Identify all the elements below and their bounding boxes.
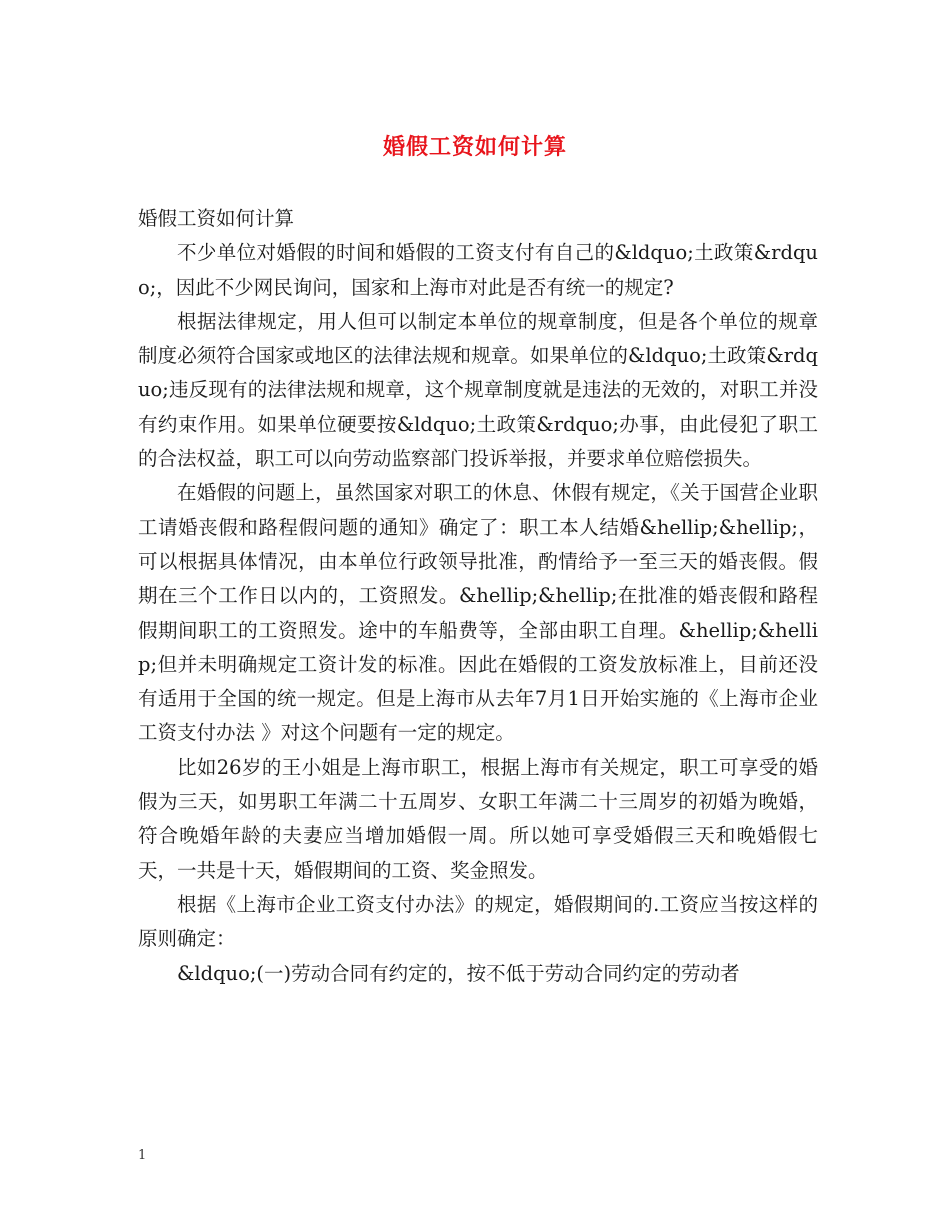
paragraph: &ldquo;(一)劳动合同有约定的，按不低于劳动合同约定的劳动者 [177,961,740,985]
paragraph: 比如26岁的王小姐是上海市职工，根据上海市有关规定，职工可享受的婚假为三天，如男职工年满二十五周岁、女职工年满二十三周岁的初婚为晚婚，符合晚婚年龄的夫妻应当增加婚假一周。所以她可享受婚假三天和晚婚假七天，一共是十天，婚假期间的工资、奖金照发。 [138,755,818,882]
paragraph: 不少单位对婚假的时间和婚假的工资支付有自己的&ldquo;土政策&rdquo;，因此不少网民询问，国家和上海市对此是否有统一的规定? [138,241,818,299]
document-subtitle: 婚假工资如何计算 [138,207,295,230]
document-title: 婚假工资如何计算 [382,134,567,160]
paragraph: 根据《上海市企业工资支付办法》的规定，婚假期间的.工资应当按这样的原则确定： [138,892,818,951]
document-body [138,202,818,991]
paragraph: 根据法律规定，用人但可以制定本单位的规章制度，但是各个单位的规章制度必须符合国家或地区的法律法规和规章。如果单位的&ldquo;土政策&rdquo;违反现有的法律法规和规章，这个规章制度就是违法的无效的，对职工并没有约束作用。如果单位硬要按&ldquo;土政策&rdquo;办事，由此侵犯了职工的合法权益，职工可以向劳动监察部门投诉举报，并要求单位赔偿损失。 [138,309,818,471]
page-number: 1 [138,1148,147,1163]
paragraph: 在婚假的问题上，虽然国家对职工的休息、休假有规定，《关于国营企业职工请婚丧假和路程假问题的通知》确定了：职工本人结婚&hellip;&hellip;，可以根据具体情况，由本单位行政领导批准，酌情给予一至三天的婚丧假。假期在三个工作日以内的，工资照发。&hellip;&hellip;在批准的婚丧假和路程假期间职工的工资照发。途中的车船费等，全部由职工自理。&hellip;&hellip;但并未明确规定工资计发的标准。因此在婚假的工资发放标准上，目前还没有适用于全国的统一规定。但是上海市从去年7月1日开始实施的《上海市企业工资支付办法 》对这个问题有一定的规定。 [138,481,818,745]
